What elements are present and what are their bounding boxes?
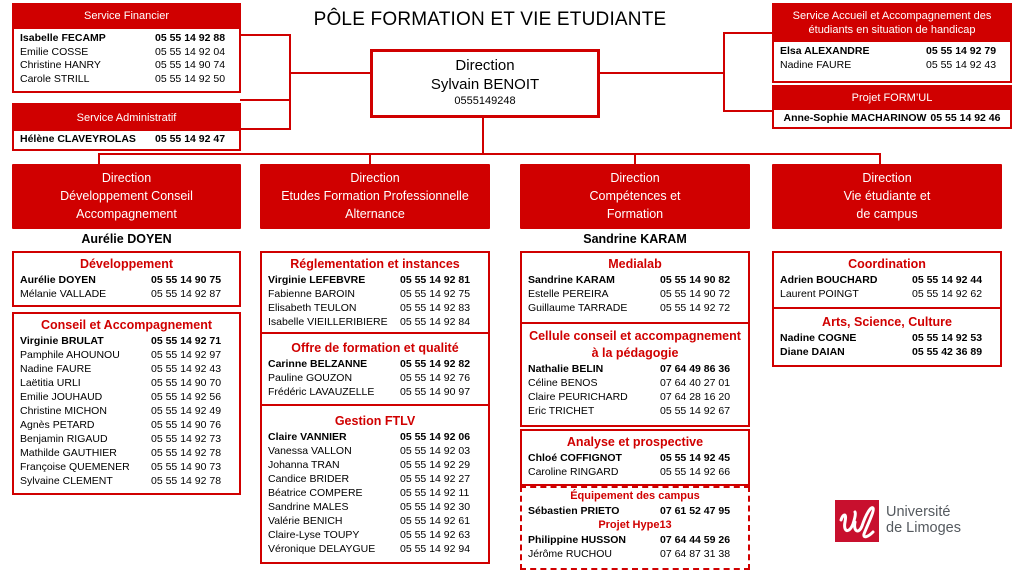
member-row (528, 504, 742, 518)
unit-offre-formation (260, 332, 490, 406)
member-name: Fabienne BAROIN (268, 288, 355, 300)
member-row (528, 390, 742, 404)
member-phone: 05 55 14 92 50 (155, 72, 226, 85)
member-row (268, 385, 482, 399)
member-phone: 05 55 14 92 53 (912, 332, 983, 344)
member-name: Virginie BRULAT (20, 335, 104, 347)
member-row (268, 315, 482, 329)
member-row (780, 287, 994, 301)
direction-label: Direction (455, 57, 515, 74)
header-line: Etudes Formation Professionnelle (281, 189, 469, 203)
member-name: Vanessa VALLON (268, 445, 352, 457)
service-handicap (772, 3, 1012, 83)
member-name: Emilie JOUHAUD (20, 391, 103, 403)
member-row (528, 287, 742, 301)
unit-title: Équipement des campus (570, 490, 700, 502)
member-row (20, 390, 233, 404)
member-name: Carinne BELZANNE (268, 358, 368, 370)
member-row (20, 362, 233, 376)
member-phone: 05 55 14 90 82 (660, 274, 731, 286)
member-name: Claire-Lyse TOUPY (268, 529, 360, 541)
member-name: Anne-Sophie MACHARINOW (783, 112, 927, 124)
member-row (268, 287, 482, 301)
member-row (20, 334, 233, 348)
header-line: Alternance (345, 207, 405, 221)
unit-title: Coordination (848, 257, 926, 271)
member-phone: 05 55 14 90 73 (151, 461, 222, 473)
logo-line-1: Université (886, 504, 951, 520)
unit-title: Développement (79, 257, 174, 271)
member-phone: 05 55 14 92 61 (400, 515, 471, 527)
member-name: Nadine COGNE (780, 332, 857, 344)
member-name: Philippine HUSSON (528, 534, 627, 546)
member-phone: 07 64 28 16 20 (660, 391, 731, 403)
member-row (268, 371, 482, 385)
member-name: Benjamin RIGAUD (20, 433, 108, 445)
member-phone: 05 55 14 92 73 (151, 433, 222, 445)
member-row (20, 287, 233, 301)
member-name: Caroline RINGARD (528, 466, 619, 478)
member-row (780, 345, 994, 359)
header-line: Accompagnement (76, 207, 177, 221)
member-phone: 05 55 14 92 45 (660, 452, 731, 464)
header-line: Direction (862, 171, 912, 185)
page-title: PÔLE FORMATION ET VIE ETUDIANTE (313, 9, 667, 30)
member-phone: 05 55 14 92 43 (151, 363, 222, 375)
unit-developpement (12, 251, 241, 307)
member-phone: 05 55 14 92 94 (400, 543, 471, 555)
member-phone: 05 55 14 92 81 (400, 274, 471, 286)
member-row (268, 458, 482, 472)
member-phone: 05 55 14 92 88 (155, 32, 226, 44)
ul-logo-icon (835, 500, 879, 542)
service-title: Service Administratif (14, 105, 239, 131)
member-phone: 05 55 14 92 56 (151, 391, 222, 403)
member-phone: 05 55 14 90 97 (400, 386, 471, 398)
member-name: Diane DAIAN (780, 346, 845, 358)
header-line: Direction (101, 171, 152, 185)
member-phone: 05 55 14 92 72 (660, 302, 731, 314)
unit-title: Offre de formation et qualité (291, 341, 459, 355)
member-phone: 05 55 14 92 71 (151, 335, 222, 347)
member-name: Estelle PEREIRA (528, 288, 609, 300)
member-phone: 05 55 14 92 04 (155, 45, 226, 58)
connector-line (289, 34, 291, 100)
member-phone: 05 55 14 92 82 (400, 358, 471, 370)
unit-title: Cellule conseil et accompagnement à la pédagogie (529, 329, 741, 360)
member-phone: 07 64 87 31 38 (660, 548, 731, 560)
member-row (780, 273, 994, 287)
member-phone: 05 55 14 92 03 (400, 445, 471, 457)
member-row (20, 474, 233, 488)
member-name: Virginie LEFEBVRE (268, 274, 366, 286)
unit-reglementation (260, 251, 490, 334)
member-name: Isabelle FECAMP (20, 32, 106, 44)
member-row (268, 444, 482, 458)
service-administratif (12, 103, 241, 151)
unit-title: Analyse et prospective (566, 435, 704, 449)
connector-line (723, 32, 773, 34)
connector-line (240, 128, 291, 130)
member-row (528, 533, 742, 547)
member-phone: 05 55 14 92 87 (151, 288, 222, 300)
unit-arts-science-culture (772, 307, 1002, 367)
member-row (780, 45, 1004, 59)
member-name: Sébastien PRIETO (528, 505, 620, 517)
member-row (20, 46, 233, 60)
member-row (20, 59, 233, 73)
member-row (20, 133, 233, 147)
member-row (268, 273, 482, 287)
member-name: Sandrine MALES (268, 501, 349, 513)
member-name: Hélène CLAVEYROLAS (20, 133, 136, 145)
member-phone: 05 55 14 92 46 (930, 112, 1001, 124)
member-row (268, 514, 482, 528)
member-name: Frédéric LAVAUZELLE (268, 386, 375, 398)
member-row (528, 362, 742, 376)
member-phone: 05 55 14 92 78 (151, 475, 222, 487)
member-name: Nadine FAURE (20, 363, 92, 375)
member-row (20, 348, 233, 362)
member-phone: 07 64 49 86 36 (660, 363, 731, 375)
member-phone: 05 55 14 90 70 (151, 377, 222, 389)
member-phone: 05 55 42 36 89 (912, 346, 983, 358)
member-row (268, 430, 482, 444)
direction-phone: 0555149248 (454, 95, 516, 107)
member-phone: 05 55 14 92 49 (151, 405, 222, 417)
connector-line (240, 34, 290, 36)
column-lead: Aurélie DOYEN (81, 232, 172, 246)
logo-text (886, 504, 961, 536)
connector-line (723, 110, 773, 112)
member-name: Emilie COSSE (20, 45, 89, 58)
member-phone: 05 55 14 92 27 (400, 473, 471, 485)
connector-line (240, 99, 291, 101)
member-row (528, 404, 742, 418)
member-row (268, 301, 482, 315)
member-phone: 05 55 14 92 43 (926, 58, 997, 71)
member-phone: 05 55 14 92 62 (912, 288, 983, 300)
projet-formul (772, 85, 1012, 129)
unit-analyse-prospective (520, 429, 750, 486)
member-row (528, 301, 742, 315)
member-phone: 05 55 14 92 30 (400, 501, 471, 513)
unit-title: Arts, Science, Culture (822, 315, 952, 329)
member-name: Nathalie BELIN (528, 363, 604, 375)
header-line: Compétences et (589, 189, 681, 203)
member-name: Béatrice COMPERE (268, 487, 363, 499)
connector-line (723, 32, 725, 112)
member-phone: 05 55 14 90 74 (155, 59, 226, 71)
member-name: Pauline GOUZON (268, 372, 353, 384)
member-row (528, 465, 742, 479)
header-line: de campus (856, 207, 918, 221)
header-line: Direction (350, 171, 400, 185)
member-name: Françoise QUEMENER (20, 461, 130, 473)
member-name: Céline BENOS (528, 377, 598, 389)
member-row (268, 500, 482, 514)
unit-medialab (520, 251, 750, 324)
connector-line (289, 99, 291, 130)
unit-title: Conseil et Accompagnement (40, 318, 213, 332)
member-phone: 05 55 14 92 79 (926, 45, 997, 57)
member-row (20, 73, 233, 87)
member-name: Christine MICHON (20, 405, 107, 417)
unit-title: Projet Hype13 (598, 519, 672, 531)
connector-line (98, 153, 881, 155)
header-line: Direction (610, 171, 660, 185)
service-title: Projet FORM’UL (774, 87, 1010, 110)
unit-coordination (772, 251, 1002, 309)
member-row (528, 376, 742, 390)
member-phone: 05 55 14 92 84 (400, 316, 471, 328)
member-name: Johanna TRAN (268, 459, 340, 471)
member-phone: 05 55 14 92 67 (660, 405, 731, 417)
member-phone: 05 55 14 92 29 (400, 459, 471, 471)
member-name: Guillaume TARRADE (528, 302, 628, 314)
connector-line (290, 72, 370, 74)
member-row (528, 451, 742, 465)
member-name: Christine HANRY (20, 59, 101, 71)
member-row (268, 357, 482, 371)
unit-title: Réglementation et instances (290, 257, 460, 271)
member-phone: 07 64 40 27 01 (660, 377, 731, 389)
header-line: Développement Conseil (60, 189, 193, 203)
member-phone: 07 61 52 47 95 (660, 505, 731, 517)
member-row (778, 112, 1006, 126)
member-name: Isabelle VIEILLERIBIERE (268, 316, 388, 328)
member-name: Mathilde GAUTHIER (20, 447, 117, 459)
member-phone: 05 55 14 90 72 (660, 288, 731, 300)
member-row (20, 32, 233, 46)
member-row (20, 273, 233, 287)
member-row (268, 528, 482, 542)
column-lead: Sandrine KARAM (583, 232, 687, 246)
member-row (20, 376, 233, 390)
direction-box (370, 49, 600, 118)
unit-cellule-conseil (520, 322, 750, 427)
member-row (528, 547, 742, 561)
connector-line (482, 118, 484, 154)
unit-conseil-accompagnement (12, 312, 241, 495)
member-name: Véronique DELAYGUE (268, 543, 376, 555)
member-row (780, 59, 1004, 73)
member-phone: 05 55 14 90 76 (151, 419, 222, 431)
member-phone: 05 55 14 92 06 (400, 431, 471, 443)
member-row (268, 486, 482, 500)
service-title: Service Accueil et Accompagnement des étudiants en situation de handicap (774, 5, 1010, 42)
member-phone: 05 55 14 92 44 (912, 274, 983, 286)
universite-limoges-logo (835, 500, 995, 544)
unit-equipement-hype13 (520, 486, 750, 570)
member-name: Eric TRICHET (528, 405, 595, 417)
direction-header-competences (520, 164, 750, 229)
member-name: Laurent POINGT (780, 288, 859, 300)
member-phone: 05 55 14 92 11 (400, 487, 470, 499)
member-row (20, 418, 233, 432)
member-row (20, 432, 233, 446)
member-phone: 05 55 14 92 66 (660, 466, 731, 478)
member-row (20, 460, 233, 474)
header-line: Formation (606, 207, 664, 221)
header-line: Vie étudiante et (843, 189, 931, 203)
member-name: Pamphile AHOUNOU (20, 349, 120, 361)
unit-title: Gestion FTLV (334, 414, 416, 428)
member-row (20, 446, 233, 460)
member-phone: 07 64 44 59 26 (660, 534, 731, 546)
member-phone: 05 55 14 92 97 (151, 349, 222, 361)
member-name: Nadine FAURE (780, 58, 852, 71)
member-row (20, 404, 233, 418)
member-phone: 05 55 14 92 47 (155, 133, 226, 145)
member-name: Claire PEURICHARD (528, 391, 628, 403)
service-title: Service Financier (14, 5, 239, 29)
member-name: Carole STRILL (20, 72, 90, 85)
member-phone: 05 55 14 92 83 (400, 302, 471, 314)
direction-header-vie-etudiante (772, 164, 1002, 229)
logo-line-2: de Limoges (886, 520, 961, 536)
member-name: Claire VANNIER (268, 431, 347, 443)
connector-line (600, 72, 724, 74)
member-row (268, 542, 482, 556)
member-name: Elisabeth TEULON (268, 302, 357, 314)
member-name: Valérie BENICH (268, 515, 343, 527)
direction-header-developpement (12, 164, 241, 229)
direction-header-etudes (260, 164, 490, 229)
unit-title: Medialab (608, 257, 662, 271)
member-phone: 05 55 14 92 63 (400, 529, 471, 541)
member-phone: 05 55 14 92 78 (151, 447, 222, 459)
unit-gestion-ftlv (260, 404, 490, 564)
member-phone: 05 55 14 92 76 (400, 372, 471, 384)
member-name: Sylvaine CLEMENT (20, 475, 113, 487)
service-financier (12, 3, 241, 93)
member-name: Laëtitia URLI (20, 377, 81, 389)
member-name: Adrien BOUCHARD (780, 274, 878, 286)
member-name: Aurélie DOYEN (20, 274, 96, 286)
member-name: Mélanie VALLADE (20, 288, 107, 300)
member-name: Jérôme RUCHOU (528, 548, 613, 560)
member-phone: 05 55 14 90 75 (151, 274, 222, 286)
member-name: Candice BRIDER (268, 473, 350, 485)
member-name: Agnès PETARD (20, 419, 95, 431)
member-name: Sandrine KARAM (528, 274, 615, 286)
direction-name: Sylvain BENOIT (430, 76, 540, 93)
member-row (268, 472, 482, 486)
member-name: Chloé COFFIGNOT (528, 452, 622, 464)
member-name: Elsa ALEXANDRE (780, 45, 870, 57)
member-row (780, 331, 994, 345)
member-phone: 05 55 14 92 75 (400, 288, 471, 300)
member-row (528, 273, 742, 287)
